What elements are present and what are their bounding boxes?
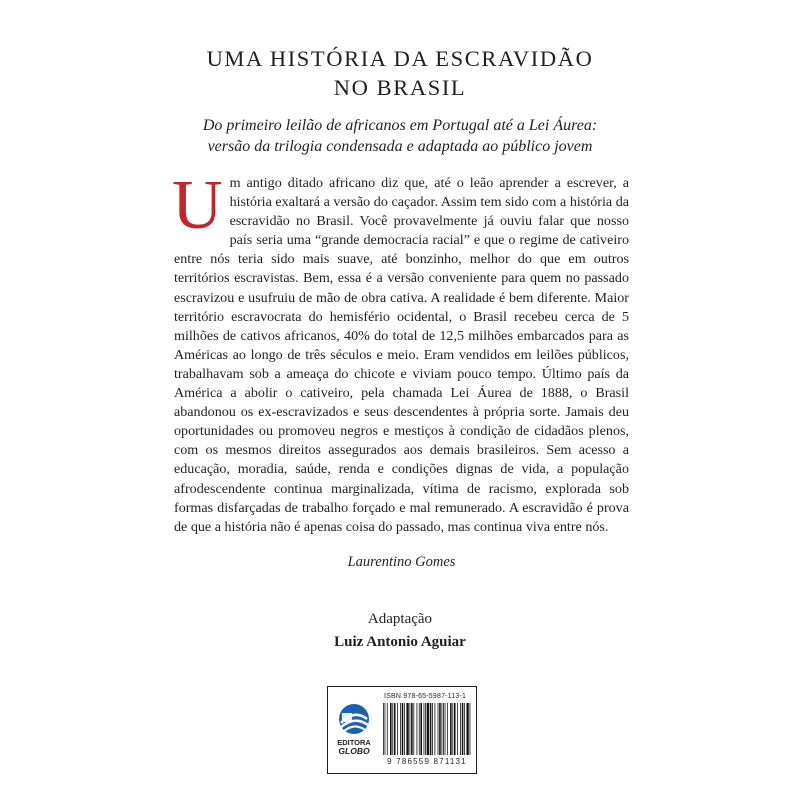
barcode-digits: 9 786559 871131 (387, 757, 467, 766)
barcode-bar (430, 703, 432, 755)
barcode-bar (387, 703, 388, 755)
barcode-bar (462, 703, 464, 755)
barcode-bar (438, 703, 439, 755)
barcode-bar (419, 703, 420, 755)
barcode-bar (397, 703, 398, 755)
barcode-bar (470, 703, 471, 755)
book-subtitle-line-2: versão da trilogia condensada e adaptada ao público jovem (207, 138, 593, 155)
barcode-bar (385, 703, 386, 755)
barcode-bar (443, 703, 444, 755)
barcode-bar (424, 703, 425, 755)
logo-text-line-1: EDITORA (337, 738, 371, 747)
adaptation-label: Adaptação (367, 611, 433, 627)
barcode-box (327, 686, 477, 774)
barcode-bar (425, 703, 426, 755)
barcode-bar (420, 703, 422, 755)
book-title (150, 44, 650, 102)
barcode-bar (427, 703, 429, 755)
editora-globo-logo (334, 701, 374, 757)
barcode-bar (450, 703, 452, 755)
isbn-text: ISBN 978-65-5987-113-1 (384, 693, 467, 700)
drop-cap: U (172, 167, 223, 244)
barcode-bar (445, 703, 446, 755)
barcode-bar (439, 703, 441, 755)
barcode-bar (452, 703, 453, 755)
book-title-line-2: NO BRASIL (333, 75, 467, 100)
barcode-bar (402, 703, 404, 755)
barcode-bar (447, 703, 448, 755)
blurb-paragraph: m antigo ditado africano diz que, até o leão aprender a escrever, a história exaltará a versão do caçador. Assim tem sido com a história da escravidão no Brasil. Você provavelmente já ouviu falar que nosso país seria uma “grande democracia racial” e que o regime de cativeiro entre nós teria sido mais suave, até bonzinho, melhor do que em outros territórios escravistas. Bem, essa é a versão conveniente para quem no passado escravizou e usufruiu de mão de obra cativa. A realidade é bem diferente. Maior território escravocrata do hemisfério ocidental, o Brasil recebeu cerca de 5 milhões de cativos africanos, 40% do total de 12,5 milhões embarcados para as Américas ao longo de três séculos e meio. Eram vendidos em leilões públicos, trabalhavam sob a ameaça do chicote e viviam pouco tempo. Último país da América a abolir o cativeiro, pela chamada Lei Áurea de 1888, o Brasil abandonou os ex-escravizados e seus descendentes à própria sorte. Jamais deu oportunidades ou promoveu negros e mestiços à condição de cidadãos plenos, com os mesmos direitos assegurados aos demais brasileiros. Sem acesso a educação, moradia, saúde, renda e condições dignas de vida, a população afrodescendente continua marginalizada, vítima de racismo, explorada sob formas disfarçadas de trabalho forçado e mal remunerado. A escravidão é prova de que a história não é apenas coisa do passado, mas continua viva entre nós. (174, 175, 629, 535)
barcode-bar (410, 703, 411, 755)
barcode-bar (442, 703, 443, 755)
barcode-bar (460, 703, 461, 755)
barcode-bar (394, 703, 396, 755)
barcode-bar (432, 703, 433, 755)
book-title-line-1: UMA HISTÓRIA DA ESCRAVIDÃO (206, 46, 594, 71)
barcode-bar (454, 703, 456, 755)
barcode-bar (383, 703, 384, 755)
blurb-text (172, 167, 629, 537)
adaptation-name: Luiz Antonio Aguiar (334, 634, 466, 650)
barcode-bar (406, 703, 408, 755)
barcode-bar (392, 703, 393, 755)
barcode-bars (382, 703, 472, 755)
barcode-bar (411, 703, 413, 755)
barcode-bar (390, 703, 392, 755)
barcode-bar (464, 703, 465, 755)
barcode-bar (434, 703, 435, 755)
barcode-bar (417, 703, 418, 755)
barcode-bar (413, 703, 414, 755)
logo-text-line-2: GLOBO (338, 746, 370, 756)
barcode-bar (466, 703, 468, 755)
author-signature: Laurentino Gomes (347, 554, 456, 570)
book-subtitle (140, 115, 660, 157)
barcode-bar (457, 703, 458, 755)
book-subtitle-line-1: Do primeiro leilão de africanos em Portugal até a Lei Áurea: (202, 117, 598, 134)
barcode-bar (404, 703, 405, 755)
barcode-bar (400, 703, 401, 755)
